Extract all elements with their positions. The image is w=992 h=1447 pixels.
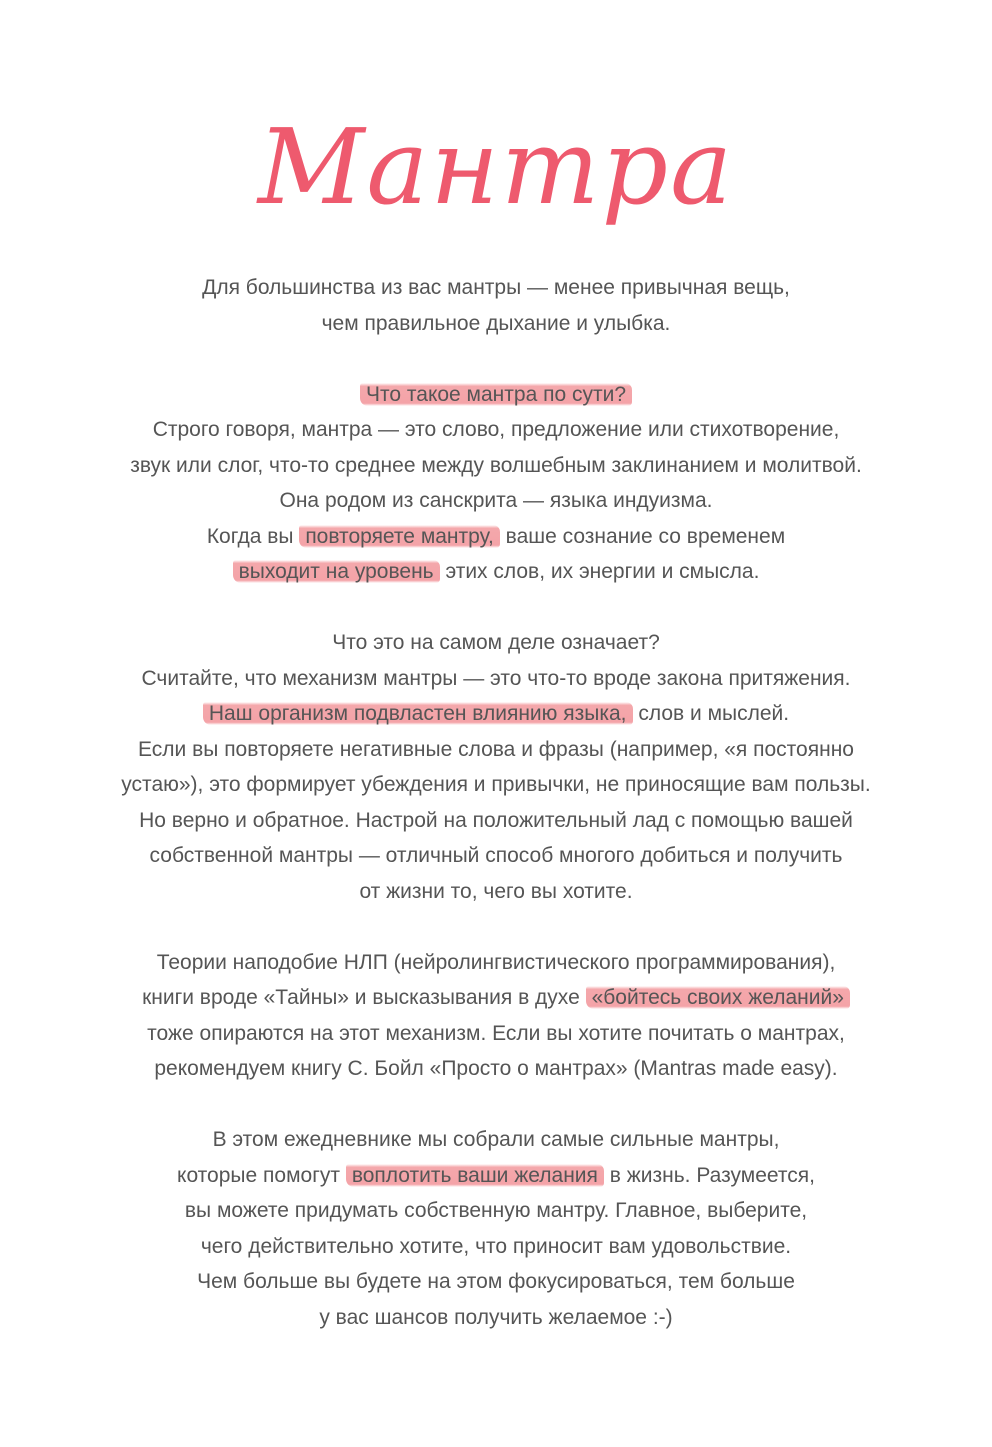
text-line	[0, 270, 992, 306]
text-line	[0, 803, 992, 839]
text-segment: Она родом из санскрита — языка индуизма.	[279, 489, 713, 512]
text-line	[0, 625, 992, 661]
text-line	[0, 1122, 992, 1158]
highlighted-phrase: Что такое мантра по сути?	[360, 383, 632, 406]
text-line	[0, 1016, 992, 1052]
text-segment: ваше сознание со временем	[499, 524, 786, 548]
text-line	[0, 306, 992, 342]
text-segment: Считайте, что механизм мантры — это что-то вроде закона притяжения.	[141, 666, 851, 690]
text-segment: устаю»), это формирует убеждения и привычки, не приносящие вам пользы.	[121, 773, 871, 796]
text-line	[0, 1264, 992, 1300]
text-segment: звук или слог, что-то среднее между волшебным заклинанием и молитвой.	[130, 453, 862, 477]
text-segment: вы можете придумать собственную мантру. Главное, выберите,	[184, 1199, 808, 1222]
text-line	[0, 696, 992, 732]
text-line	[0, 412, 992, 448]
paragraph	[0, 625, 992, 909]
text-line	[0, 732, 992, 768]
highlighted-phrase: воплотить ваши желания	[346, 1164, 604, 1187]
highlighted-phrase: «бойтесь своих желаний»	[586, 986, 850, 1009]
paragraph	[0, 1122, 992, 1335]
text-line	[0, 483, 992, 519]
text-segment: у вас шансов получить желаемое :-)	[319, 1305, 673, 1329]
highlighted-phrase: повторяете мантру,	[299, 525, 500, 548]
text-line	[0, 554, 992, 590]
text-segment: Если вы повторяете негативные слова и фразы (например, «я постоянно	[138, 737, 854, 761]
paragraph	[0, 945, 992, 1087]
text-line	[0, 980, 992, 1016]
text-segment: Когда вы	[206, 524, 300, 548]
text-segment: В этом ежедневнике мы собрали самые сильные мантры,	[212, 1128, 780, 1151]
text-segment: рекомендуем книгу С. Бойл «Просто о мантрах» (Mantras made easy).	[154, 1057, 838, 1080]
highlighted-phrase: выходит на уровень	[233, 560, 440, 583]
text-segment: которые помогут	[177, 1163, 346, 1187]
text-segment: тоже опираются на этот механизм. Если вы хотите почитать о мантрах,	[147, 1021, 845, 1045]
text-segment: чем правильное дыхание и улыбка.	[321, 311, 671, 335]
text-segment: собственной мантры — отличный способ многого добиться и получить	[149, 844, 843, 867]
paragraph	[0, 270, 992, 341]
highlighted-phrase: Наш организм подвластен влиянию языка,	[203, 702, 633, 725]
text-segment: от жизни то, чего вы хотите.	[359, 879, 633, 903]
text-segment: слов и мыслей.	[632, 702, 790, 725]
text-segment: Строго говоря, мантра — это слово, предложение или стихотворение,	[152, 418, 840, 441]
text-line	[0, 1300, 992, 1336]
text-line	[0, 838, 992, 874]
text-line	[0, 519, 992, 555]
text-line	[0, 377, 992, 413]
text-line	[0, 448, 992, 484]
body-text	[0, 270, 992, 1371]
text-segment: Чем больше вы будете на этом фокусироваться, тем больше	[197, 1270, 795, 1293]
page-title: Мантра	[257, 106, 735, 228]
text-line	[0, 661, 992, 697]
text-segment: Что это на самом деле означает?	[332, 631, 660, 654]
paragraph	[0, 377, 992, 590]
text-line	[0, 1158, 992, 1194]
text-line	[0, 767, 992, 803]
text-segment: чего действительно хотите, что приносит вам удовольствие.	[200, 1234, 792, 1258]
text-segment: Теории наподобие НЛП (нейролингвистического программирования),	[156, 950, 836, 974]
text-segment: Для большинства из вас мантры — менее привычная вещь,	[202, 276, 790, 299]
text-line	[0, 1229, 992, 1265]
text-segment: этих слов, их энергии и смысла.	[439, 560, 760, 583]
text-segment: в жизнь. Разумеется,	[603, 1163, 815, 1187]
text-line	[0, 1193, 992, 1229]
text-line	[0, 1051, 992, 1087]
text-segment: Но верно и обратное. Настрой на положительный лад с помощью вашей	[139, 808, 853, 832]
text-line	[0, 945, 992, 981]
text-line	[0, 874, 992, 910]
text-segment: книги вроде «Тайны» и высказывания в духе	[142, 986, 586, 1009]
